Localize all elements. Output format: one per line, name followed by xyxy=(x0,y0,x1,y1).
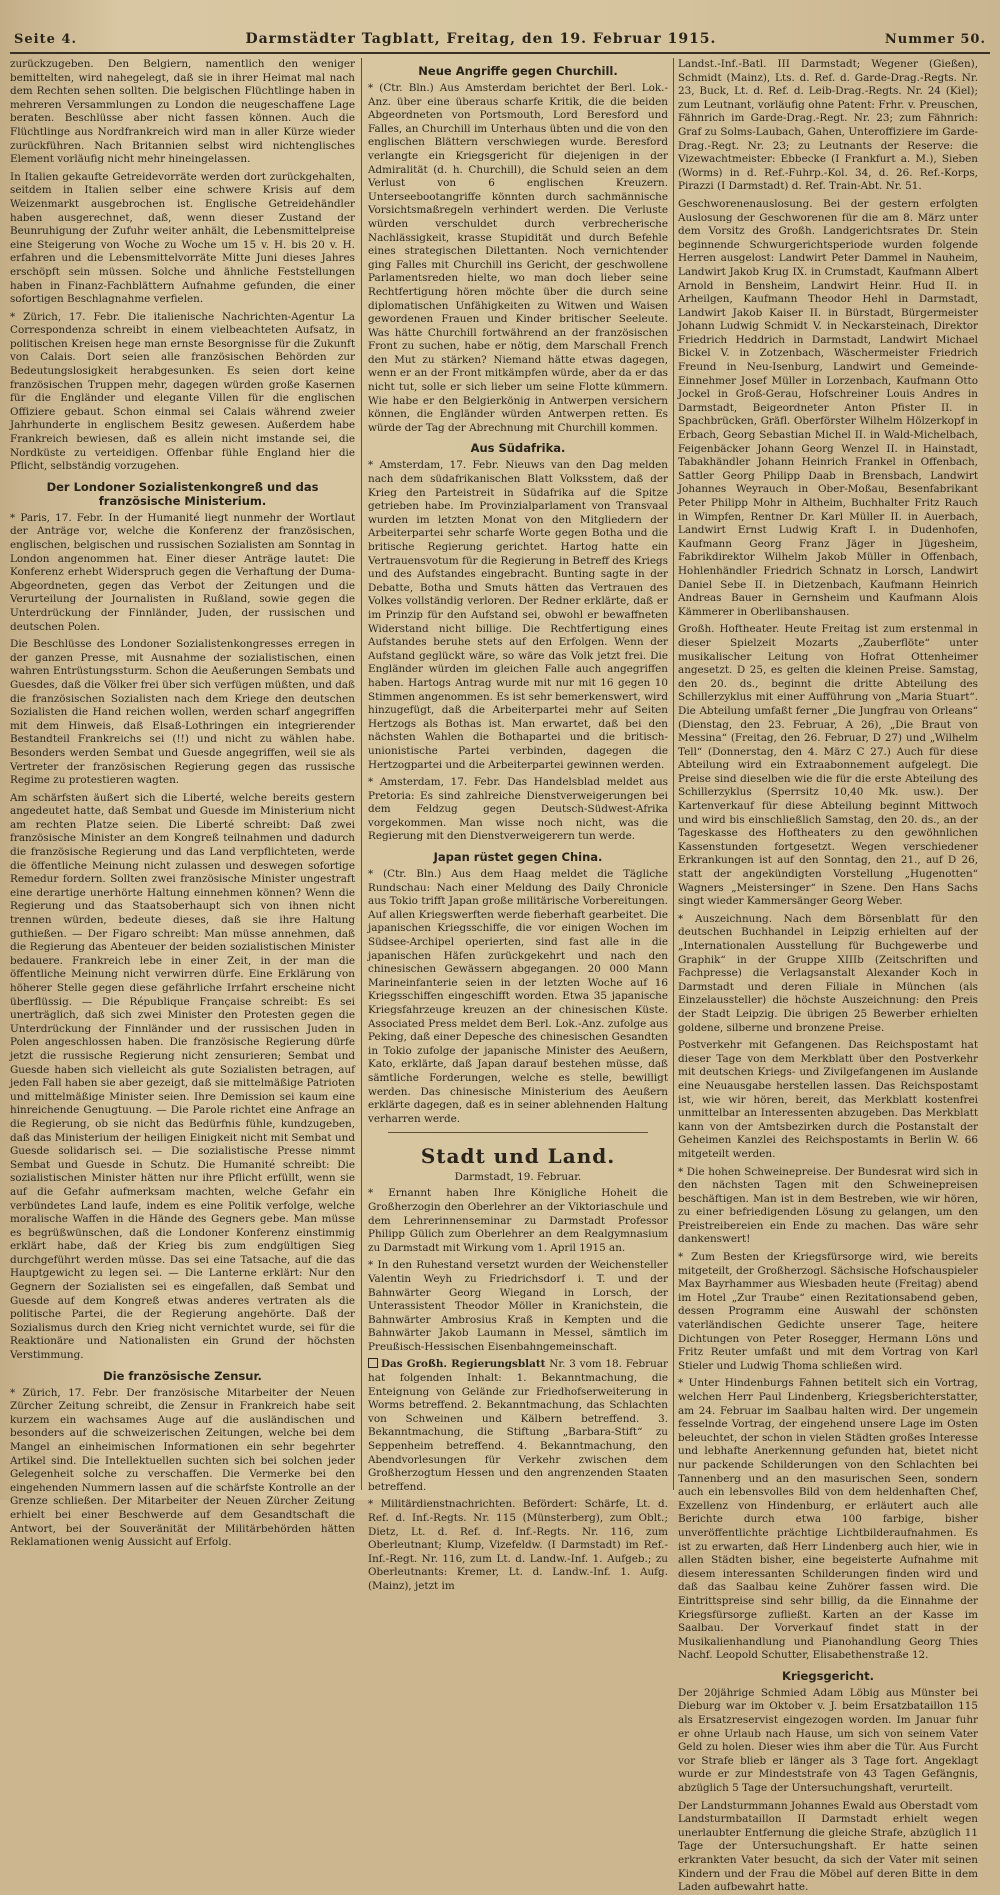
headline-churchill: Neue Angriffe gegen Churchill. xyxy=(418,64,618,78)
regierungsblatt-text: Nr. 3 vom 18. Februar hat folgenden Inhalt: 1. Bekanntmachung, die Enteignung von Gelände zur Friedhofserweiterung in Worms betreffend. 2. Bekanntmachung, das Schlachten von Schweinen und Kälbern betreffend. 3. Bekanntmachung, die Stiftung „Barbara-Stift“ zu Seppenheim betreffend. 4. Bekanntmachung, den Abendvorlesungen für Verkehr zwischen dem Großherzogtum Hessen und den angrenzenden Staaten betreffend. xyxy=(368,1358,668,1493)
column-2 xyxy=(368,58,668,1592)
article-paragraph: Geschworenenauslosung. Bei der gestern erfolgten Auslosung der Geschworenen für die am 8. März unter dem Vorsitz des Großh. Landgerichtsrates Dr. Stein beginnende Schwurgerichtsperiode wurden folgende Herren ausgelost: Landwirt Peter Dammel in Nauheim, Landwirt Jakob Krug IX. in Crumstadt, Kaufmann Albert Arnold in Bensheim, Landwirt Heinr. Hud II. in Arheilgen, Kaufmann Theodor Hehl in Darmstadt, Landwirt Jakob Kaiser II. in Bürstadt, Bürgermeister Johann Ludwig Schmidt V. in Neckarsteinach, Direktor Friedrich Heddrich in Darmstadt, Landwirt Michael Bickel V. in Zotzenbach, Wäschermeister Friedrich Freund in Neu-Isenburg, Landwirt und Gemeinde-Einnehmer Josef Müller in Lorzenbach, Kaufmann Otto Jockel in Groß-Gerau, Hofschreiner Louis Andres in Darmstadt, Beigeordneter Anton Pfister II. in Spachbrücken, Gräfl. Oberförster Wilhelm Hölzerkopf in Erbach, Georg Sebastian Michel II. in Wald-Michelbach, Feigenbäcker Johann Georg Wenzel II. in Hainstadt, Tabakhändler Johann Heinrich Frankel in Offenbach, Sattler Georg Philipp Daab in Brensbach, Landwirt Johannes Weyrauch in Ober-Moßau, Besenfabrikant Peter Philipp Mohr in Altheim, Buchhalter Fritz Rauch in Wimpfen, Rentner Dr. Karl Müller II. in Auerbach, Landwirt Ernst Ludwig Kraft I. in Dudenhofen, Kaufmann Georg Franz Jäger in Jügesheim, Fabrikdirektor Wilhelm Jakob Müller in Offenbach, Hohlenhändler Friedrich Schnatz in Lorsch, Landwirt Daniel Sebe II. in Dietzenbach, Kaufmann Heinrich Andreas Bauer in Gernsheim und Kaufmann Alois Kämmerer in Oberlibanshausen. xyxy=(678,197,978,618)
page-number: Seite 4. xyxy=(14,31,77,47)
article-paragraph: * Zürich, 17. Febr. Der französische Mitarbeiter der Neuen Zürcher Zeitung schreibt, die Zensur in Frankreich habe seit kurzem ein wachsames Auge auf die ausländischen und besonders auf die schweizerischen Zeitungen, welche bei dem Mangel an einheimischen Informationen ein sehr begehrter Artikel sind. Die Intellektuellen suchten sich bei solchen jeder Gelegenheit solche zu verschaffen. Die Vermerke bei den eingehenden Nummern lassen auf die schärfste Kontrolle an der Grenze schließen. Der Mitarbeiter der Neuen Zürcher Zeitung erhielt bei einer Beschwerde auf dem Gesandtschaft die Antwort, bei der Souveränität der Militärbehörden hätten Reklamationen wenig Aussicht auf Erfolg. xyxy=(10,1386,355,1549)
article-paragraph: Großh. Hoftheater. Heute Freitag ist zum erstenmal in dieser Spielzeit Mozarts „Zauberflöte“ unter musikalischer Leitung von Hofrat Ottenheimer angesetzt. D 25, es gelten die kleinen Preise. Samstag, den 20. ds., beginnt die dritte Abteilung des Schillerzyklus mit einer Aufführung von „Maria Stuart“. Die Abteilung umfaßt ferner „Die Jungfrau von Orleans“ (Dienstag, den 23. Februar, A 26), „Die Braut von Messina“ (Freitag, den 26. Februar, D 27) und „Wilhelm Tell“ (Donnerstag, den 4. März C 27.) Auch für diese Abteilung wird ein Extraabonnement aufgelegt. Die Preise sind dieselben wie die für die erste Abteilung des Schillerzyklus (Sperrsitz 10,40 Mk. usw.). Der Kartenverkauf für diese Abteilung beginnt Mittwoch und wird bis einschließlich Samstag, den 20. ds., an der Tageskasse des Hoftheaters zu den gewöhnlichen Kassenstunden fortgesetzt. Wegen verschiedener Erkrankungen ist auf den Sonntag, den 21., auf D 26, statt der angekündigten Vorstellung „Hugenotten“ Wagners „Meistersinger“ in Szene. Den Hans Sachs singt wieder Kammersänger Georg Weber. xyxy=(678,623,978,908)
article-paragraph: In Italien gekaufte Getreidevorräte werden dort zurückgehalten, seitdem in Italien selber eine schwere Krisis auf dem Weizenmarkt ausgebrochen ist. Englische Getreidehändler haben ausgerechnet, daß, wenn dieser Zustand der Beunruhigung der Zufuhr weiter anhält, die Lebensmittelpreise eine Steigerung von Woche zu Woche um 15 v. H. bis 20 v. H. erfahren und die Lebensmittelvorräte Mitte Juni dieses Jahres erschöpft sein müssen. Solche und ähnliche Feststellungen haben in Finanz-Fachblättern Aufnahme gefunden, die einer sofortigen Beschlagnahme verfielen. xyxy=(10,170,355,306)
header-rule xyxy=(10,52,990,54)
article-paragraph: * Zürich, 17. Febr. Die italienische Nachrichten-Agentur La Correspondenza schreibt in einem vielbeachteten Aufsatz, in politischen Kreisen hege man ernste Besorgnisse für die Zukunft von Calais. Dort seien alle französischen Behörden zur Bedeutungslosigkeit herabgesunken. Es seien dort keine französischen Truppen mehr, dagegen würden große Kasernen für die Engländer und elegante Villen für die englischen Offiziere gebaut. Schon einmal sei Calais während zweier Jahrhunderte in englischem Besitz gewesen. Außerdem habe Frankreich bewiesen, daß es allein nicht imstande sei, die Nordküste zu verteidigen. Offenbar fühle England hier die Pflicht, selbständig vorzugehen. xyxy=(10,310,355,473)
regierungsblatt-lead: Das Großh. Regierungsblatt xyxy=(381,1358,546,1371)
article-paragraph: Postverkehr mit Gefangenen. Das Reichspostamt hat dieser Tage von dem Merkblatt über den Postverkehr mit deutschen Kriegs- und Zivilgefangenen im Auslande eine Neuausgabe herstellen lassen. Das Reichspostamt ist, wie wir hören, bereit, das Merkblatt kostenfrei unmittelbar an Interessenten abzugeben. Das Merkblatt kann von der Amtsbezirken durch die Postanstalt der Geheimen Kanzlei des Reichspostamts in Berlin W. 66 mitgeteilt werden. xyxy=(678,1039,978,1160)
article-paragraph: * Die hohen Schweinepreise. Der Bundesrat wird sich in den nächsten Tagen mit den Schweinepreisen beschäftigen. Man ist in dem Bestreben, wie wir hören, zu einer befriedigenden Lösung zu gelangen, um den Preistreibereien ein Ende zu machen. Das wäre sehr dankenswert! xyxy=(678,1165,978,1246)
headline-japan: Japan rüstet gegen China. xyxy=(433,850,603,865)
article-paragraph: Der Landsturmmann Johannes Ewald aus Oberstadt vom Landsturmbataillon II Darmstadt erhielt wegen unerlaubter Entfernung die gleiche Strafe, abzüglich 11 Tage der Untersuchungshaft. Er hatte seinen erkrankten Vater besucht, da sich der Vater mit seinen Kindern und der Frau die Möbel auf deren Bitte in dem Laden aufbewahrt hatte. xyxy=(678,1799,978,1894)
column-3 xyxy=(678,58,978,1894)
headline-zensur: Die französische Zensur. xyxy=(103,1368,262,1383)
article-paragraph: * Ernannt haben Ihre Königliche Hoheit die Großherzogin den Oberlehrer an der Viktoriaschule und dem Lehrerinnenseminar zu Darmstadt Professor Philipp Gülich zum Oberlehrer an dem Realgymnasium zu Darmstadt mit Wirkung vom 1. April 1915 an. xyxy=(368,1187,668,1254)
dateline: Darmstadt, 19. Februar. xyxy=(454,1171,582,1184)
headline-suedafrika: Aus Südafrika. xyxy=(470,441,566,456)
article-paragraph: * (Ctr. Bln.) Aus dem Haag meldet die Tägliche Rundschau: Nach einer Meldung des Daily Chronicle aus Tokio trifft Japan große militärische Vorbereitungen. Auf allen Kriegswerften werde fieberhaft gearbeitet. Die japanischen Kriegsschiffe, die vor einigen Wochen im Südsee-Archipel operierten, sind fast alle in die japanischen Häfen zurückgekehrt und nach den chinesischen Gewässern abgegangen. 20 000 Mann Marineinfanterie seien in der letzten Woche auf 16 Kriegsschiffen eingeschifft worden. Etwa 35 japanische Kriegsfahrzeuge kreuzen an der chinesischen Küste. Associated Press meldet dem Berl. Lok.-Anz. zufolge aus Peking, daß einer Depesche des chinesischen Gesandten in Tokio zufolge der japanische Minister des Aeußern, Kato, erklärte, daß Japan darauf bestehen müsse, daß sämtliche Forderungen, welche es stelle, bewilligt werden. Das chinesische Ministerium des Aeußern erklärte dagegen, daß es in seiner ablehnenden Haltung verharren werde. xyxy=(368,868,668,1125)
checkbox-glyph-icon xyxy=(368,1358,378,1368)
article-paragraph: * Paris, 17. Febr. In der Humanité liegt nunmehr der Wortlaut der Anträge vor, welche die Konferenz der französischen, englischen, belgischen und russischen Sozialisten am Sonntag in London angenommen hat. Einer dieser Anträge lautet: Die Konferenz erhebt Widerspruch gegen die Verhaftung der Duma-Abgeordneten, gegen das Verbot der Zeitungen und die Verurteilung der Journalisten in Rußland, sowie gegen die Unterdrückung der Finnländer, Juden, der russischen und deutschen Polen. xyxy=(10,511,355,633)
article-paragraph: Der 20jährige Schmied Adam Löbig aus Münster bei Dieburg war im Oktober v. J. beim Ersatzbataillon 115 als Ersatzreservist eingezogen worden. Im Januar fuhr er ohne Urlaub nach Hause, um sich von seinem Vater Geld zu holen. Dieser wies ihm aber die Tür. Aus Furcht vor Strafe blieb er länger als 3 Tage fort. Angeklagt wurde er zur Mindeststrafe von 43 Tagen Gefängnis, abzüglich 5 Tage der Untersuchungshaft, verurteilt. xyxy=(678,1686,978,1795)
article-paragraph: * Unter Hindenburgs Fahnen betitelt sich ein Vortrag, welchen Herr Paul Lindenberg, Kriegsberichterstatter, am 24. Februar im Saalbau halten wird. Der ungemein fesselnde Vortrag, der eingehend unsere Lage im Osten beleuchtet, der schon in vielen Städten großes Interesse und lebhafte Anerkennung gefunden hat, bietet nicht nur packende Schilderungen von den Schlachten bei Tannenberg und an den masurischen Seen, sondern auch ein lebensvolles Bild von dem heldenhaften Chef, Exzellenz von Hindenburg, er erläutert auch alle Berichte durch etwa 100 farbige, bisher unveröffentlichte prächtige Lichtbilderaufnahmen. Es ist zu erwarten, daß Herr Lindenberg auch hier, wie in allen Städten bisher, eine begeisterte Aufnahme mit diesem interessanten Schilderungen finden wird und daß das Saalbau keine Zuhörer fassen wird. Die Eintrittspreise sind sehr billig, da die Einnahme der Kriegsfürsorge zufließt. Karten an der Kasse im Saalbau. Der Vorverkauf findet statt in der Musikalienhandlung und Pianohandlung Georg Thies Nachf. Leopold Schutter, Elisabethenstraße 12. xyxy=(678,1377,978,1662)
column-divider xyxy=(673,58,674,1490)
article-paragraph: * In den Ruhestand versetzt wurden der Weichensteller Valentin Weyh zu Friedrichsdorf i. T. und der Bahnwärter Georg Wiegand in Lorsch, der Unterassistent Theodor Möller in Kranichstein, die Bahnwärter Ambrosius Kraß in Kempten und die Bahnwärter Jakob Laumann in Messel, sämtlich im Preußisch-Hessischen Eisenbahngemeinschaft. xyxy=(368,1259,668,1353)
section-title-stadt-und-land: Stadt und Land. xyxy=(420,1144,616,1169)
article-paragraph: * Amsterdam, 17. Febr. Das Handelsblad meldet aus Pretoria: Es sind zahlreiche Dienstverweigerungen bei dem Feldzug gegen Deutsch-Südwest-Afrika vorgekommen. Man wisse noch nicht, was die Regierung mit den Dienstverweigerern tun werde. xyxy=(368,776,668,843)
issue-number: Nummer 50. xyxy=(884,31,986,47)
article-paragraph: * Amsterdam, 17. Febr. Nieuws van den Dag melden nach dem südafrikanischen Blatt Volksstem, daß der Krieg den Parteistreit in Südafrika auf die Spitze getrieben habe. Im Provinzialparlament von Transvaal wurden im letzten Monat von den Mitgliedern der Arbeiterpartei sehr scharfe Worte gegen Botha und die britische Regierung gerichtet. Hartog hatte ein Vertrauensvotum für die Regierung in Betreff des Kriegs und des Aufstandes eingebracht. Bunting sagte in der Debatte, Botha und Smuts hätten das Vertrauen des Volkes vollständig verloren. Der Redner erklärte, daß er im Prinzip für den Aufstand sei, obwohl er bewaffneten Widerstand nicht billige. Die Rechtfertigung eines Aufstandes beruhe stets auf den Erfolgen. Wenn der Aufstand geglückt wäre, so wäre das Volk jetzt frei. Die Engländer würden im gleichen Falle auch angegriffen haben. Hartogs Antrag wurde mit nur mit 16 gegen 10 Stimmen angenommen. Es ist sehr bemerkenswert, wird hinzugefügt, daß die Arbeiterpartei mehr auf Seiten Hertzogs als Bothas ist. Man erwartet, daß bei den nächsten Wahlen die Bothapartei und die britisch-unionistische Partei verbinden, dagegen die Hertzogpartei und die Arbeiterpartei gewinnen werden. xyxy=(368,459,668,771)
article-paragraph xyxy=(368,1358,668,1494)
article-paragraph: Landst.-Inf.-Batl. III Darmstadt; Wegener (Gießen), Schmidt (Mainz), Lts. d. Ref. d. Garde-Drag.-Regts. Nr. 23, Buck, Lt. d. Ref. d. Leib-Drag.-Regts. Nr. 24 (Kiel); zum Leutnant, vorläufig ohne Patent: Frhr. v. Preuschen, Fähnrich im Garde-Drag.-Regt. Nr. 23; zum Fähnrich: Graf zu Solms-Laubach, Gahen, Unteroffiziere im Garde-Drag.-Regt. Nr. 23; zu Leutnants der Reserve: die Vizewachtmeister: Ebbecke (I Frankfurt a. M.), Sieben (Worms) in d. Ref.-Fuhrp.-Kol. 34, d. 26. Ref.-Korps, Pirazzi (I Darmstadt) d. Ref. Train-Abt. Nr. 51. xyxy=(678,58,978,193)
page-header xyxy=(14,28,986,50)
masthead-line: Darmstädter Tagblatt, Freitag, den 19. Februar 1915. xyxy=(245,31,717,47)
article-paragraph: zurückzugeben. Den Belgiern, namentlich den weniger bemittelten, wird nahegelegt, daß sie in ihrer Heimat mal nach dem Rechten sehen sollten. Die belgischen Flüchtlinge haben in mehreren Versammlungen zu London die neugeschaffene Lage beraten. Beschlüsse aber nicht fassen können. Auch die Flüchtlinge aus Nordfrankreich wird man in aller Kürze wieder zurückführen. Nach Britannien selbst wird nichtenglisches Element vorläufig nicht mehr hineingelassen. xyxy=(10,58,355,166)
headline-kriegsgericht: Kriegsgericht. xyxy=(782,1668,874,1683)
column-1 xyxy=(10,58,355,1549)
section-rule xyxy=(388,1132,648,1133)
article-paragraph: Am schärfsten äußert sich die Liberté, welche bereits gestern angedeutet hatte, daß Sembat und Guesde im Ministerium nicht am rechten Platze seien. Die Liberté schreibt: Daß zwei französische Minister an dem Kongreß teilnahmen und dadurch die französische Regierung und das Land verpflichteten, werde die öffentliche Meinung nicht zulassen und deswegen sofortige Remedur fordern. Sollten zwei französische Minister ungestraft eine derartige unerhörte Haltung einnehmen können? Wenn die Regierung und das Staatsoberhaupt sich von ihnen nicht trennen würden, bedeute dieses, daß sie ihre Haltung guthießen. — Der Figaro schreibt: Man müsse annehmen, daß die Regierung das Abenteuer der beiden sozialistischen Minister bedauere. Frankreich lebe in einer Zeit, in der man die öffentliche Meinung nicht verwirren dürfe. Eine Erklärung von höherer Stelle gegen diese gefährliche Irrfahrt erscheine nicht überflüssig. — Die République Française schreibt: Es sei unerträglich, daß sich zwei Minister den Protesten gegen die Unterdrückung der Finnländer und der russischen Juden in Polen angeschlossen haben. Die französische Regierung dürfe jetzt die russische Regierung nicht zensurieren; Sembat und Guesde haben sich vielleicht als gute Sozialisten betragen, auf jeden Fall haben sie aber gezeigt, daß sie mittelmäßige Patrioten und mittelmäßige Minister seien. Ihre Demission sei kaum eine hinreichende Genugtuung. — Die Parole richtet eine Anfrage an die Regierung, ob sie nicht das Bedürfnis fühle, kundzugeben, daß das Ministerium der heiligen Einigkeit nicht mit Sembat und Guesde solidarisch sei. — Die sozialistische Presse nimmt Sembat und Guesde in Schutz. Die Humanité schreibt: Die sozialistischen Minister hätten nur ihre Pflicht erfüllt, wenn sie auf die Gefahr aufmerksam machten, welche Gefahr ein verbündetes Land laufe, indem es eine Politik verfolge, welche moralische Waffen in die Hände des Gegners gebe. Man müsse es begrüßwünschen, daß die Londoner Konferenz einstimmig erklärt habe, daß der Krieg bis zum endgültigen Sieg durchgeführt werden müsse. Das sei eine Tatsache, auf die das Hauptgewicht zu legen sei. — Die Lanterne erklärt: Nur den Gegnern der Sozialisten sei es eingefallen, daß Sembat und Guesde auf dem Kongreß etwas anderes vertraten als die politische Partei, die der Regierung angehörte. Daß der Sozialismus durch den Krieg nicht vernichtet wurde, sei für die Reaktionäre und Nationalisten ein Grund der höchsten Verstimmung. xyxy=(10,791,355,1362)
headline-sozialistenkongress: Der Londoner Sozialistenkongreß und das französische Ministerium. xyxy=(46,479,319,508)
article-paragraph: * Militärdienstnachrichten. Befördert: Schärfe, Lt. d. Ref. d. Inf.-Regts. Nr. 115 (Münsterberg), zum Oblt.; Dietz, Lt. d. Ref. d. Inf.-Regts. Nr. 116, zum Oberleutnant; Klump, Vizefeldw. (I Darmstadt) im Ref.-Inf.-Regt. Nr. 116, zum Lt. d. Landw.-Inf. 1. Aufgeb.; zu Oberleutnants: Kremer, Lt. d. Landw.-Inf. 1. Aufg. (Mainz), jetzt im xyxy=(368,1498,668,1592)
article-paragraph: Die Beschlüsse des Londoner Sozialistenkongresses erregen in der ganzen Presse, mit Ausnahme der sozialistischen, einen wahren Entrüstungssturm. Schon die Aeußerungen Sembats und Guesdes, daß die Völker frei über sich verfügen müßten, und daß die französischen Sozialisten nach dem Kriege den deutschen Sozialisten die Hand reichen wollen, werden scharf angegriffen mit dem Hinweis, daß Elsaß-Lothringen ein integrierender Bestandteil Frankreichs sei (!!) und nicht zu wählen habe. Besonders werden Sembat und Guesde angegriffen, weil sie als Vertreter der französischen Regierung gegen das russische Regime zu protestieren wagten. xyxy=(10,638,355,787)
column-divider xyxy=(361,58,362,1490)
article-paragraph: * Zum Besten der Kriegsfürsorge wird, wie bereits mitgeteilt, der Großherzogl. Sächsische Hofschauspieler Max Bayrhammer aus Wiesbaden heute (Freitag) abend im Hotel „Zur Traube“ einen Rezitationsabend geben, dessen Programm eine Auswahl der schönsten vaterländischen Gedichte unserer Tage, heitere Dichtungen von Peter Rosegger, Hermann Löns und Fritz Reuter umfaßt und mit dem Vortrag von Karl Stieler und Ludwig Thoma schließen wird. xyxy=(678,1251,978,1372)
article-paragraph: * (Ctr. Bln.) Aus Amsterdam berichtet der Berl. Lok.-Anz. über eine überaus scharfe Kritik, die die beiden Abgeordneten von Portsmouth, Lord Beresford und Falles, an Churchill im Unterhaus übten und die von den englischen Blättern verschwiegen wurde. Beresford verlangte ein Kriegsgericht für diejenigen in der Admiralität (d. h. Churchill), die Schuld seien an dem Verlust von 6 englischen Kreuzern. Unterseebootangriffe könnten durch sachmännische Vorsichtsmaßregeln verhindert werden. Die Verluste würden verschuldet durch verbrecherische Nachlässigkeit, krasse Stupidität und durch Befehle eines strategischen Dilettanten. Noch vernichtender ging Falles mit Churchill ins Gericht, der geschwollene Parlamentsreden hielte, wo man doch lieber seine Rechtfertigung hören möchte über die durch seine diplomatischen Unfähigkeiten zu Witwen und Waisen gewordenen Frauen und Kinder britischer Seeleute. Was hätte Churchill fortwährend an der französischen Front zu suchen, habe er nötig, dem Marschall French den Mut zu stärken? Niemand hätte etwas dagegen, wenn er an der Front mitkämpfen würde, aber da er das nicht tut, solle er sich lieber um seine Flotte kümmern. Wie habe er den Belgierkönig in Antwerpen versichern können, die Engländer würden Antwerpen retten. Es würde der Tag der Abrechnung mit Churchill kommen. xyxy=(368,82,668,434)
article-paragraph: * Auszeichnung. Nach dem Börsenblatt für den deutschen Buchhandel in Leipzig erhielten auf der „Internationalen Ausstellung für Buchgewerbe und Graphik“ in der Gruppe XIIIb (Zeitschriften und Fachpresse) die Verlagsanstalt Alexander Koch in Darmstadt und deren Filiale in München (als Einzelaussteller) die höchste Auszeichnung: den Preis der Stadt Leipzig. Die übrigen 25 Bewerber erhielten goldene, silberne und bronzene Preise. xyxy=(678,912,978,1034)
